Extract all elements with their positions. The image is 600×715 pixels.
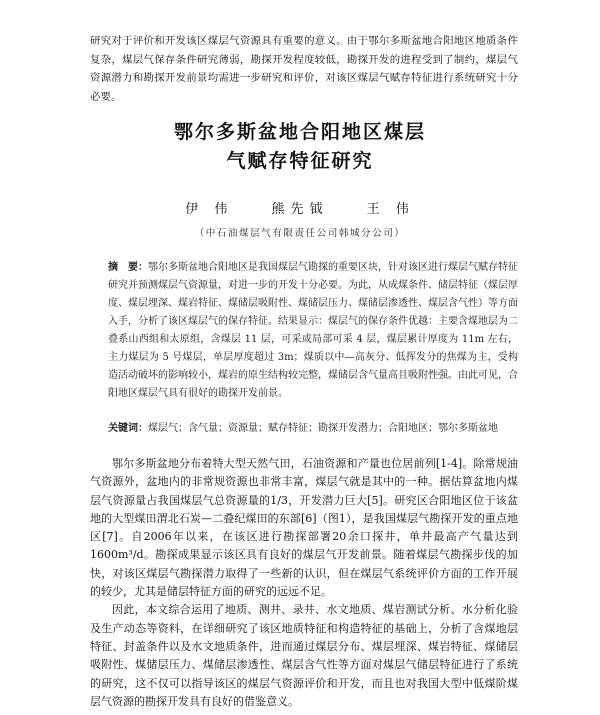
keywords-label: 关键词： (108, 423, 148, 434)
keywords (108, 420, 518, 438)
abstract (108, 259, 518, 403)
body-text (90, 455, 518, 711)
body-paragraph-2: 因此，本文综合运用了地质、测井、录井、水文地质、煤岩测试分析、水分析化验及生产动态等资料，在详细研究了该区地质特征和构造特征的基础上，分析了含煤地层特征、封盖条件以及水文地质条件，进而通过煤层分布、煤层埋深、煤岩特征、煤储层吸附性、煤储层压力、煤储层渗透性、煤层含气性等方面对煤层气储层特征进行了系统的研究，这不仅可以指导该区的煤层气资源评价和开发，而且也对我国大型中低煤阶煤层气资源的勘探开发具有良好的借鉴意义。 (90, 603, 518, 708)
intro-paragraph-top: 研究对于评价和开发该区煤层气资源具有重要的意义。由于鄂尔多斯盆地合阳地区地质条件复杂，煤层气保存条件研究薄弱，勘探开发程度较低，勘探开发的进程受到了制约，煤层气资源潜力和勘探开发前景均需进一步研究和评价，对该区煤层气赋存特征进行系统研究十分必要。 (90, 35, 518, 103)
author-1: 伊 伟 (185, 202, 234, 217)
author-list (0, 198, 600, 217)
author-3: 王 伟 (366, 202, 415, 217)
affiliation: （中石油煤层气有限责任公司韩城分公司） (194, 228, 406, 239)
body-paragraph-1: 鄂尔多斯盆地分布着特大型天然气田，石油资源和产量也位居前列[1-4]。除常规油气资源外，盆地内的非常规资源也非常丰富，煤层气就是其中的一种。据估算盆地内煤层气资源量占我国煤层气总资源量的1/3，开发潜力巨大[5]。研究区合阳地区位于该盆地的大型煤田渭北石炭—二叠纪煤田的东部[6]（图1），是我国煤层气勘探开发的重点地区[7]。自2006年以来，在该区进行勘探部署20余口探井，单井最高产气量达到1600m³/d。勘探成果显示该区具有良好的煤层气开发前景。随着煤层气勘探步伐的加快，对该区煤层气勘探潜力取得了一些新的认识，但在煤层气系统评价方面的工作开展的较少，尤其是储层特征方面的研究的远远不足。 (90, 457, 518, 599)
keywords-text: 煤层气；含气量；资源量；赋存特征；勘探开发潜力；合阳地区；鄂尔多斯盆地 (148, 423, 498, 434)
title-line-2: 气赋存特征研究 (226, 150, 374, 172)
author-2: 熊先钺 (271, 202, 329, 217)
abstract-text: 鄂尔多斯盆地合阳地区是我国煤层气勘探的重要区块，针对该区进行煤层气赋存特征研究并预测煤层气资源量，对进一步的开发十分必要。为此，从成煤条件、储层特征（煤层厚度、煤层埋深、煤岩特征、煤储层吸附性、煤储层压力、煤储层渗透性、煤层含气性）等方面入手，分析了该区煤层气的保存特征。结果显示：煤层气的保存条件优越：主要含煤地层为二叠系山西组和太原组，含煤层 11 层，可采或局部可采 4 层，煤层累计厚度为 11m 左右，主力煤层为 5 号煤层，单层厚度超过 3m；煤质以中—高灰分、低挥发分的焦煤为主，受构造活动破坏的影响较小，煤岩的原生结构较完整，煤储层含气量高且吸附性强。由此可见，合阳地区煤层气具有很好的勘探开发前景。 (108, 262, 518, 399)
title-line-1: 鄂尔多斯盆地合阳地区煤层 (173, 121, 426, 143)
abstract-label: 摘 要： (108, 262, 148, 273)
